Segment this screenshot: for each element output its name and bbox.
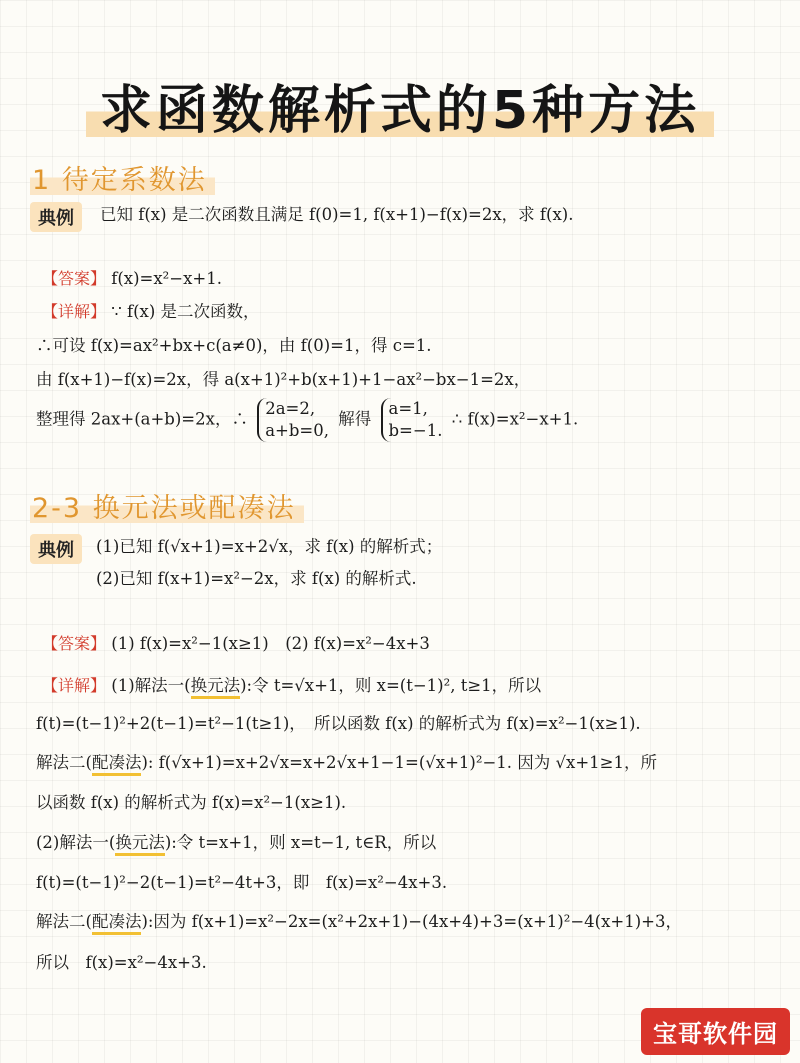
detail-l1-b: ):令 t=√x+1，则 x=(t−1)², t≥1，所以 bbox=[240, 676, 542, 695]
section-1-detail-3: 由 f(x+1)−f(x)=2x，得 a(x+1)²+b(x+1)+1−ax²−bx−1=2x， bbox=[36, 370, 531, 389]
section-2-detail-l2: f(t)=(t−1)²+2(t−1)=t²−1(t≥1)， 所以函数 f(x) 的解析式为 f(x)=x²−1(x≥1). bbox=[36, 714, 641, 733]
page-title-wrap bbox=[0, 68, 800, 143]
detail-4-text-b: 解得 bbox=[338, 409, 372, 429]
case-1-top: 2a=2, bbox=[265, 399, 316, 418]
section-1-detail-2: ∴可设 f(x)=ax²+bx+c(a≠0)，由 f(0)=1，得 c=1. bbox=[36, 336, 432, 355]
method-substitution-highlight-2: 换元法 bbox=[115, 833, 165, 856]
detail-label: 【详解】 bbox=[42, 302, 107, 321]
case-system-2 bbox=[381, 398, 443, 442]
detail-l3-b: ): f(√x+1)=x+2√x=x+2√x+1−1=(√x+1)²−1. 因为 √x+1≥1，所 bbox=[141, 753, 657, 772]
watermark-logo: 宝哥软件园 bbox=[641, 1008, 790, 1055]
detail-l7-b: ):因为 f(x+1)=x²−2x=(x²+2x+1)−(4x+4)+3=(x+1)²−4(x+1)+3， bbox=[141, 912, 682, 931]
detail-4-text-c: ∴ f(x)=x²−x+1. bbox=[451, 409, 579, 429]
section-2-answer: (1) f(x)=x²−1(x≥1) (2) f(x)=x²−4x+3 bbox=[111, 634, 430, 653]
detail-l3-a: 解法二( bbox=[36, 753, 92, 772]
detail-4-text-a: 整理得 2ax+(a+b)=2x，∴ bbox=[36, 409, 248, 429]
section-2-detail-row bbox=[42, 675, 541, 697]
answer-label: 【答案】 bbox=[42, 634, 107, 653]
section-1-answer-row bbox=[42, 268, 222, 290]
detail-l5-b: ):令 t=x+1，则 x=t−1, t∈R，所以 bbox=[164, 833, 437, 852]
method-completion-highlight-2: 配凑法 bbox=[92, 912, 142, 935]
case-2-bottom: b=−1. bbox=[388, 421, 443, 440]
section-1-detail-1: ∵ f(x) 是二次函数， bbox=[111, 302, 260, 321]
detail-l7-a: 解法二( bbox=[36, 912, 92, 931]
section-2-detail-l8: 所以 f(x)=x²−4x+3. bbox=[36, 953, 207, 972]
detail-label: 【详解】 bbox=[42, 676, 107, 695]
section-1-detail-row bbox=[42, 301, 260, 323]
section-2-heading: 2-3 换元法或配凑法 bbox=[30, 486, 304, 525]
section-1-answer: f(x)=x²−x+1. bbox=[111, 269, 222, 288]
detail-l1-a: (1)解法一( bbox=[111, 676, 191, 695]
section-2-detail-l3 bbox=[36, 752, 657, 774]
section-2-question-2: (2)已知 f(x+1)=x²−2x，求 f(x) 的解析式. bbox=[96, 569, 417, 588]
section-2-answer-row bbox=[42, 633, 430, 655]
case-2-top: a=1, bbox=[388, 399, 428, 418]
section-1-heading: 1 待定系数法 bbox=[30, 158, 215, 197]
method-completion-highlight: 配凑法 bbox=[92, 753, 142, 776]
section-2-detail-l4: 以函数 f(x) 的解析式为 f(x)=x²−1(x≥1). bbox=[36, 793, 347, 812]
section-2-example-tag: 典例 bbox=[30, 534, 82, 564]
case-system-1 bbox=[257, 398, 329, 442]
section-2-detail-l6: f(t)=(t−1)²−2(t−1)=t²−4t+3，即 f(x)=x²−4x+3. bbox=[36, 873, 448, 892]
section-2-detail-l7 bbox=[36, 911, 682, 933]
page-title: 求函数解析式的5种方法 bbox=[86, 68, 714, 143]
case-1-bottom: a+b=0, bbox=[265, 421, 329, 440]
section-1-detail-4 bbox=[36, 398, 578, 442]
section-2-detail-l5 bbox=[36, 832, 436, 854]
detail-l5-a: (2)解法一( bbox=[36, 833, 116, 852]
section-1-example-tag: 典例 bbox=[30, 202, 82, 232]
section-1-question: 已知 f(x) 是二次函数且满足 f(0)=1, f(x+1)−f(x)=2x，求 f(x). bbox=[100, 205, 574, 224]
answer-label: 【答案】 bbox=[42, 269, 107, 288]
section-2-question-1: (1)已知 f(√x+1)=x+2√x，求 f(x) 的解析式； bbox=[96, 537, 443, 556]
method-substitution-highlight: 换元法 bbox=[191, 676, 241, 699]
